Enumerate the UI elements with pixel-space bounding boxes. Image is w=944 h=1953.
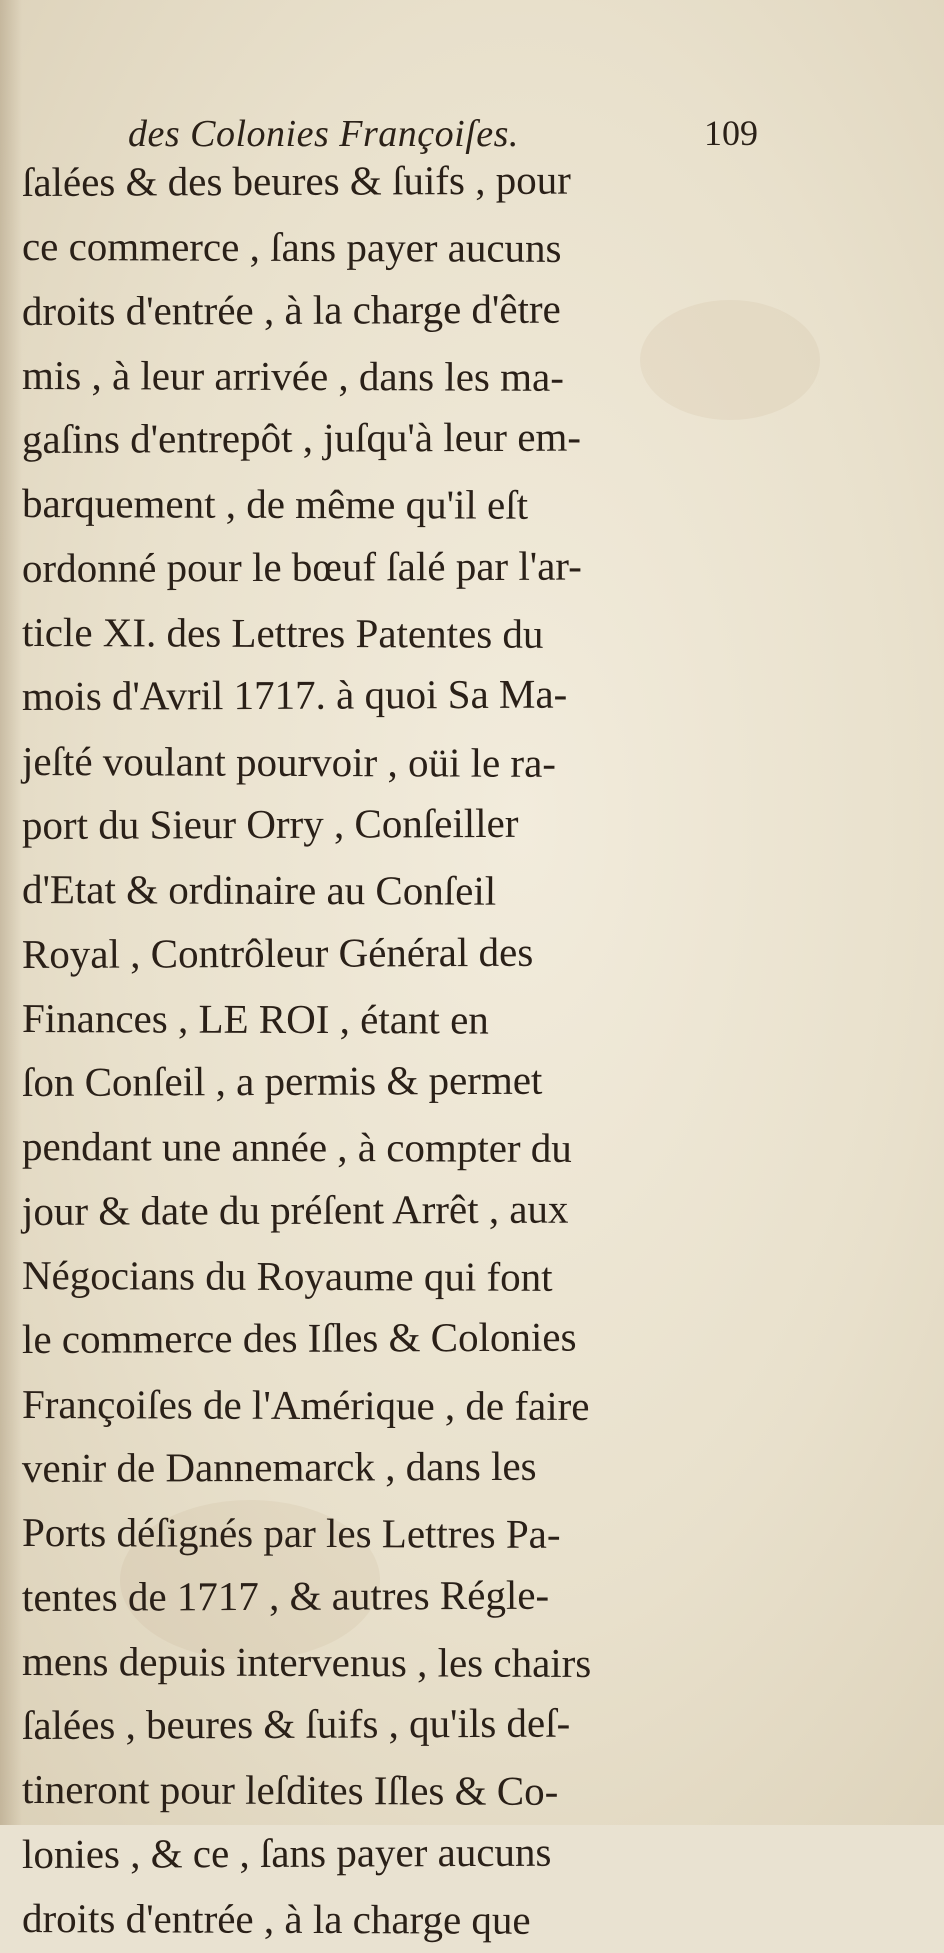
text-line: Françoiſes de l'Amérique , de faire <box>21 1380 590 1429</box>
text-line: port du Sieur Orry , Conſeiller <box>21 799 519 848</box>
text-line: venir de Dannemarck , dans les <box>21 1442 537 1491</box>
text-line: d'Etat & ordinaire au Conſeil <box>21 866 497 914</box>
text-line: jour & date du préſent Arrêt , aux <box>21 1185 569 1234</box>
text-line: mens depuis intervenus , les chairs <box>21 1637 592 1686</box>
text-line: droits d'entrée , à la charge que <box>21 1895 531 1943</box>
body-text <box>22 150 752 1950</box>
text-line: Négocians du Royaume qui font <box>21 1252 553 1300</box>
text-line: tineront pour leſdites Iſles & Co- <box>21 1766 559 1815</box>
text-line: jeſté voulant pourvoir , oüi le ra- <box>21 737 557 786</box>
text-line: ticle XI. des Lettres Patentes du <box>21 609 544 657</box>
text-line: le commerce des Iſles & Colonies <box>21 1313 577 1363</box>
text-line: ſalées & des beures & ſuifs , pour <box>21 156 571 205</box>
text-line: ſalées , beures & ſuifs , qu'ils deſ- <box>21 1699 571 1749</box>
text-line: ſon Conſeil , a permis & permet <box>21 1056 543 1106</box>
text-line: Ports déſignés par les Lettres Pa- <box>21 1509 561 1558</box>
text-line: Finances , LE ROI , étant en <box>21 994 489 1043</box>
running-head: des Colonies Françoiſes. <box>128 113 519 155</box>
text-line: Royal , Contrôleur Général des <box>21 928 534 977</box>
binding-gutter-shadow <box>0 0 22 1825</box>
text-line: ordonné pour le bœuf ſalé par l'ar- <box>21 542 582 591</box>
text-line: gaſins d'entrepôt , juſqu'à leur em- <box>21 413 582 463</box>
text-line: mis , à leur arrivée , dans les ma- <box>21 351 564 400</box>
text-line: lonies , & ce , ſans payer aucuns <box>21 1828 552 1877</box>
text-line: barquement , de même qu'il eſt <box>21 480 529 529</box>
text-line: droits d'entrée , à la charge d'être <box>21 285 561 334</box>
text-line: mois d'Avril 1717. à quoi Sa Ma- <box>21 670 568 720</box>
page-number: 109 <box>704 113 758 153</box>
text-line: tentes de 1717 , & autres Régle- <box>21 1571 550 1620</box>
text-line: pendant une année , à compter du <box>21 1123 572 1172</box>
text-line: ce commerce , ſans payer aucuns <box>21 223 562 272</box>
